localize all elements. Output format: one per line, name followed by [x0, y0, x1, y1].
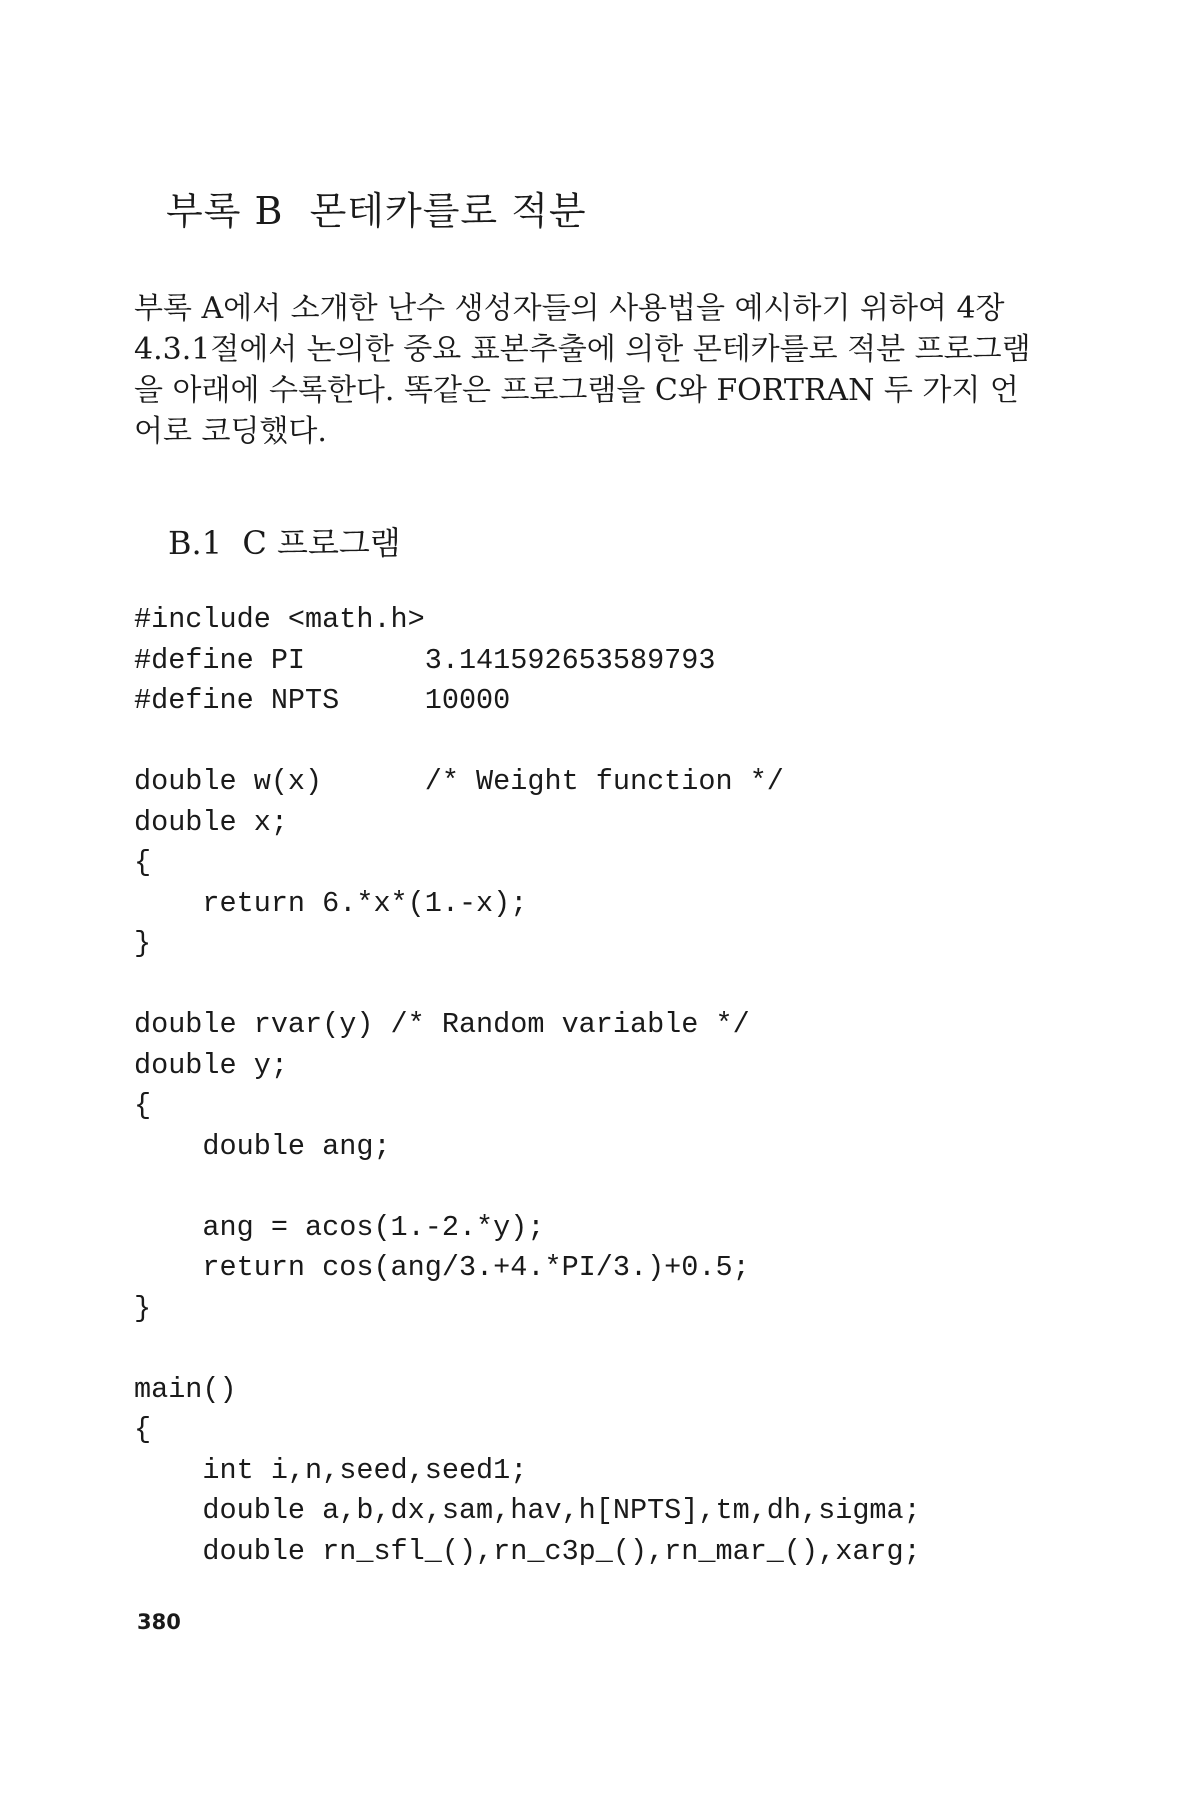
code-line: return cos(ang/3.+4.*PI/3.)+0.5; [134, 1251, 750, 1284]
code-line: #include <math.h> [134, 603, 425, 636]
code-line: #define NPTS 10000 [134, 684, 511, 717]
code-line [134, 1329, 921, 1370]
code-line: return 6.*x*(1.-x); [134, 886, 528, 920]
section-title: B.1 C 프로그램 [168, 524, 401, 562]
code-line: { [134, 846, 152, 879]
code-line [134, 1167, 921, 1208]
code-line: ang = acos(1.-2.*y); [134, 1210, 545, 1244]
intro-line: 어로 코딩했다. [134, 414, 327, 449]
code-line: #define PI 3.141592653589793 [134, 643, 716, 677]
code-line: main() [134, 1372, 237, 1406]
code-line: double ang; [134, 1129, 391, 1163]
intro-line: 부록 A에서 소개한 난수 생성자들의 사용법을 예시하기 위하여 4장 [134, 291, 1005, 326]
chapter-title: 부록 B 몬테카를로 적분 [166, 189, 587, 233]
code-line [134, 965, 921, 1006]
code-line: { [134, 1413, 152, 1446]
code-line: double rn_sfl_(),rn_c3p_(),rn_mar_(),xarg; [134, 1534, 921, 1568]
code-line: int i,n,seed,seed1; [134, 1453, 528, 1487]
intro-paragraph [134, 288, 1034, 452]
code-line: } [134, 927, 152, 960]
code-line: double a,b,dx,sam,hav,h[NPTS],tm,dh,sigma; [134, 1494, 921, 1527]
code-line: } [134, 1291, 152, 1325]
intro-line: 4.3.1절에서 논의한 중요 표본추출에 의한 몬테카를로 적분 프로그램 [134, 332, 1031, 367]
intro-line: 을 아래에 수록한다. 똑같은 프로그램을 C와 FORTRAN 두 가지 언 [134, 373, 1019, 408]
code-listing [134, 600, 921, 1572]
code-line: { [134, 1089, 152, 1122]
code-line [134, 722, 921, 763]
code-line: double x; [134, 805, 288, 839]
code-line: double y; [134, 1048, 288, 1082]
page-number: 380 [137, 1610, 181, 1634]
code-line: double w(x) /* Weight function */ [134, 765, 784, 798]
code-line: double rvar(y) /* Random variable */ [134, 1008, 750, 1041]
